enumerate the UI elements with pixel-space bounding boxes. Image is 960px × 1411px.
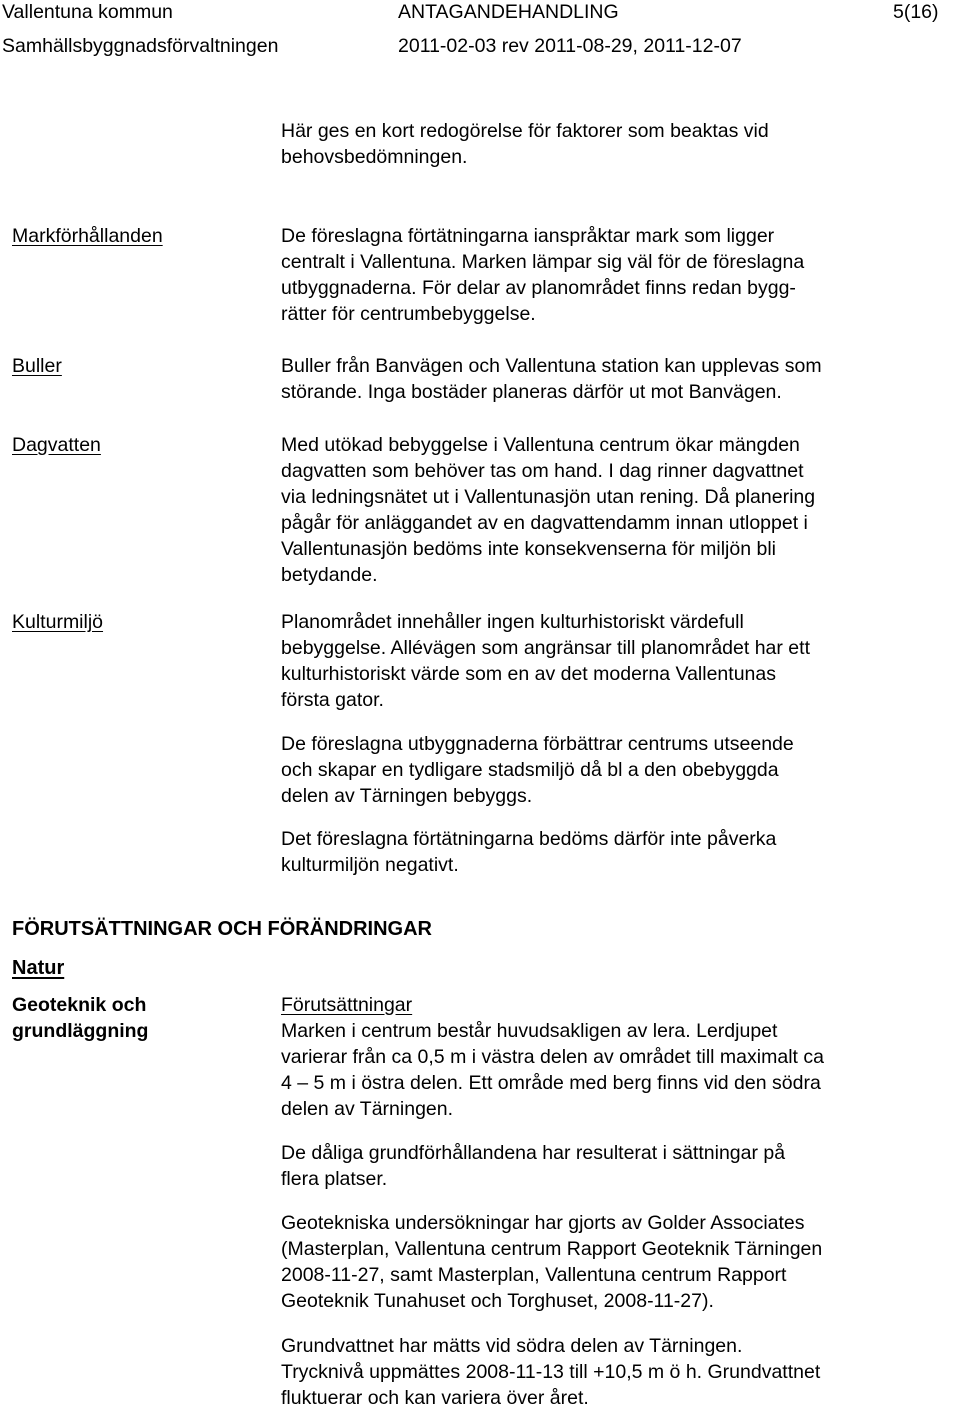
text-line: varierar från ca 0,5 m i västra delen av området till maximalt ca [281,1046,824,1068]
department-name: Samhällsbyggnadsförvaltningen [2,35,279,57]
text-line: Grundvattnet har mätts vid södra delen av Tärningen. [281,1335,743,1357]
text-line: rätter för centrumbebyggelse. [281,303,536,325]
text-line: Vallentunasjön bedöms inte konsekvenserna för miljön bli [281,538,777,560]
geoteknik-paragraph-1 [281,1018,931,1122]
text-line: behovsbedömningen. [281,146,468,168]
side-label-line: Geoteknik och [12,994,147,1016]
document-type: ANTAGANDEHANDLING [398,1,619,23]
side-label-dagvatten: Dagvatten [12,434,101,456]
text-line: Planområdet innehåller ingen kulturhistoriskt värdefull [281,611,744,633]
document-dates: 2011-02-03 rev 2011-08-29, 2011-12-07 [398,35,742,57]
text-line: störande. Inga bostäder planeras därför ut mot Banvägen. [281,381,782,403]
kulturmiljo-paragraph-2 [281,731,931,809]
geoteknik-paragraph-4 [281,1333,931,1411]
text-line: betydande. [281,564,378,586]
markforhallanden-paragraph [281,223,931,327]
text-line: delen av Tärningen bebyggs. [281,785,533,807]
text-line: Geotekniska undersökningar har gjorts av Golder Associates [281,1212,805,1234]
text-line: Med utökad bebyggelse i Vallentuna centrum ökar mängden [281,434,800,456]
text-line: centralt i Vallentuna. Marken lämpar sig väl för de föreslagna [281,251,805,273]
text-line: flera platser. [281,1168,388,1190]
text-line: kulturmiljön negativt. [281,854,459,876]
text-line: fluktuerar och kan variera över året. [281,1387,589,1409]
page-number: 5(16) [893,1,939,23]
geoteknik-paragraph-3 [281,1210,931,1314]
geoteknik-paragraph-2 [281,1140,931,1192]
side-label-buller: Buller [12,355,62,377]
text-line: utbyggnaderna. För delar av planområdet finns redan bygg- [281,277,796,299]
text-line: De föreslagna utbyggnaderna förbättrar centrums utseende [281,733,794,755]
text-line: kulturhistoriskt värde som en av det moderna Vallentunas [281,663,776,685]
text-line: Geoteknik Tunahuset och Torghuset, 2008-11-27). [281,1290,714,1312]
kulturmiljo-paragraph-3 [281,826,931,878]
section-heading: FÖRUTSÄTTNINGAR OCH FÖRÄNDRINGAR [12,918,432,940]
text-line: 4 – 5 m i östra delen. Ett område med berg finns vid den södra [281,1072,821,1094]
text-line: Buller från Banvägen och Vallentuna station kan upplevas som [281,355,822,377]
side-label-markforhallanden: Markförhållanden [12,225,163,247]
subsection-title: Förutsättningar [281,994,413,1016]
kulturmiljo-paragraph-1 [281,609,931,713]
text-line: Det föreslagna förtätningarna bedöms därför inte påverka [281,828,777,850]
text-line: första gator. [281,689,384,711]
text-line: De dåliga grundförhållandena har resulterat i sättningar på [281,1142,786,1164]
text-line: 2008-11-27, samt Masterplan, Vallentuna centrum Rapport [281,1264,787,1286]
text-line: De föreslagna förtätningarna ianspråktar mark som ligger [281,225,775,247]
side-label-kulturmiljo: Kulturmiljö [12,611,104,633]
section-subheading: Natur [12,957,65,979]
intro-paragraph [281,118,931,170]
text-line: dagvatten som behöver tas om hand. I dag rinner dagvattnet [281,460,804,482]
side-label-line: grundläggning [12,1020,149,1042]
text-line: Här ges en kort redogörelse för faktorer som beaktas vid [281,120,769,142]
buller-paragraph [281,353,931,405]
text-line: bebyggelse. Allévägen som angränsar till planområdet har ett [281,637,810,659]
text-line: Marken i centrum består huvudsakligen av lera. Lerdjupet [281,1020,778,1042]
text-line: och skapar en tydligare stadsmiljö då bl a den obebyggda [281,759,779,781]
dagvatten-paragraph [281,432,931,588]
text-line: (Masterplan, Vallentuna centrum Rapport Geoteknik Tärningen [281,1238,823,1260]
text-line: delen av Tärningen. [281,1098,454,1120]
text-line: via ledningsnätet ut i Vallentunasjön utan rening. Då planering [281,486,816,508]
municipality-name: Vallentuna kommun [2,1,173,23]
text-line: Trycknivå uppmättes 2008-11-13 till +10,5 m ö h. Grundvattnet [281,1361,821,1383]
text-line: pågår för anläggandet av en dagvattendamm innan utloppet i [281,512,808,534]
side-label-geoteknik [12,992,148,1044]
